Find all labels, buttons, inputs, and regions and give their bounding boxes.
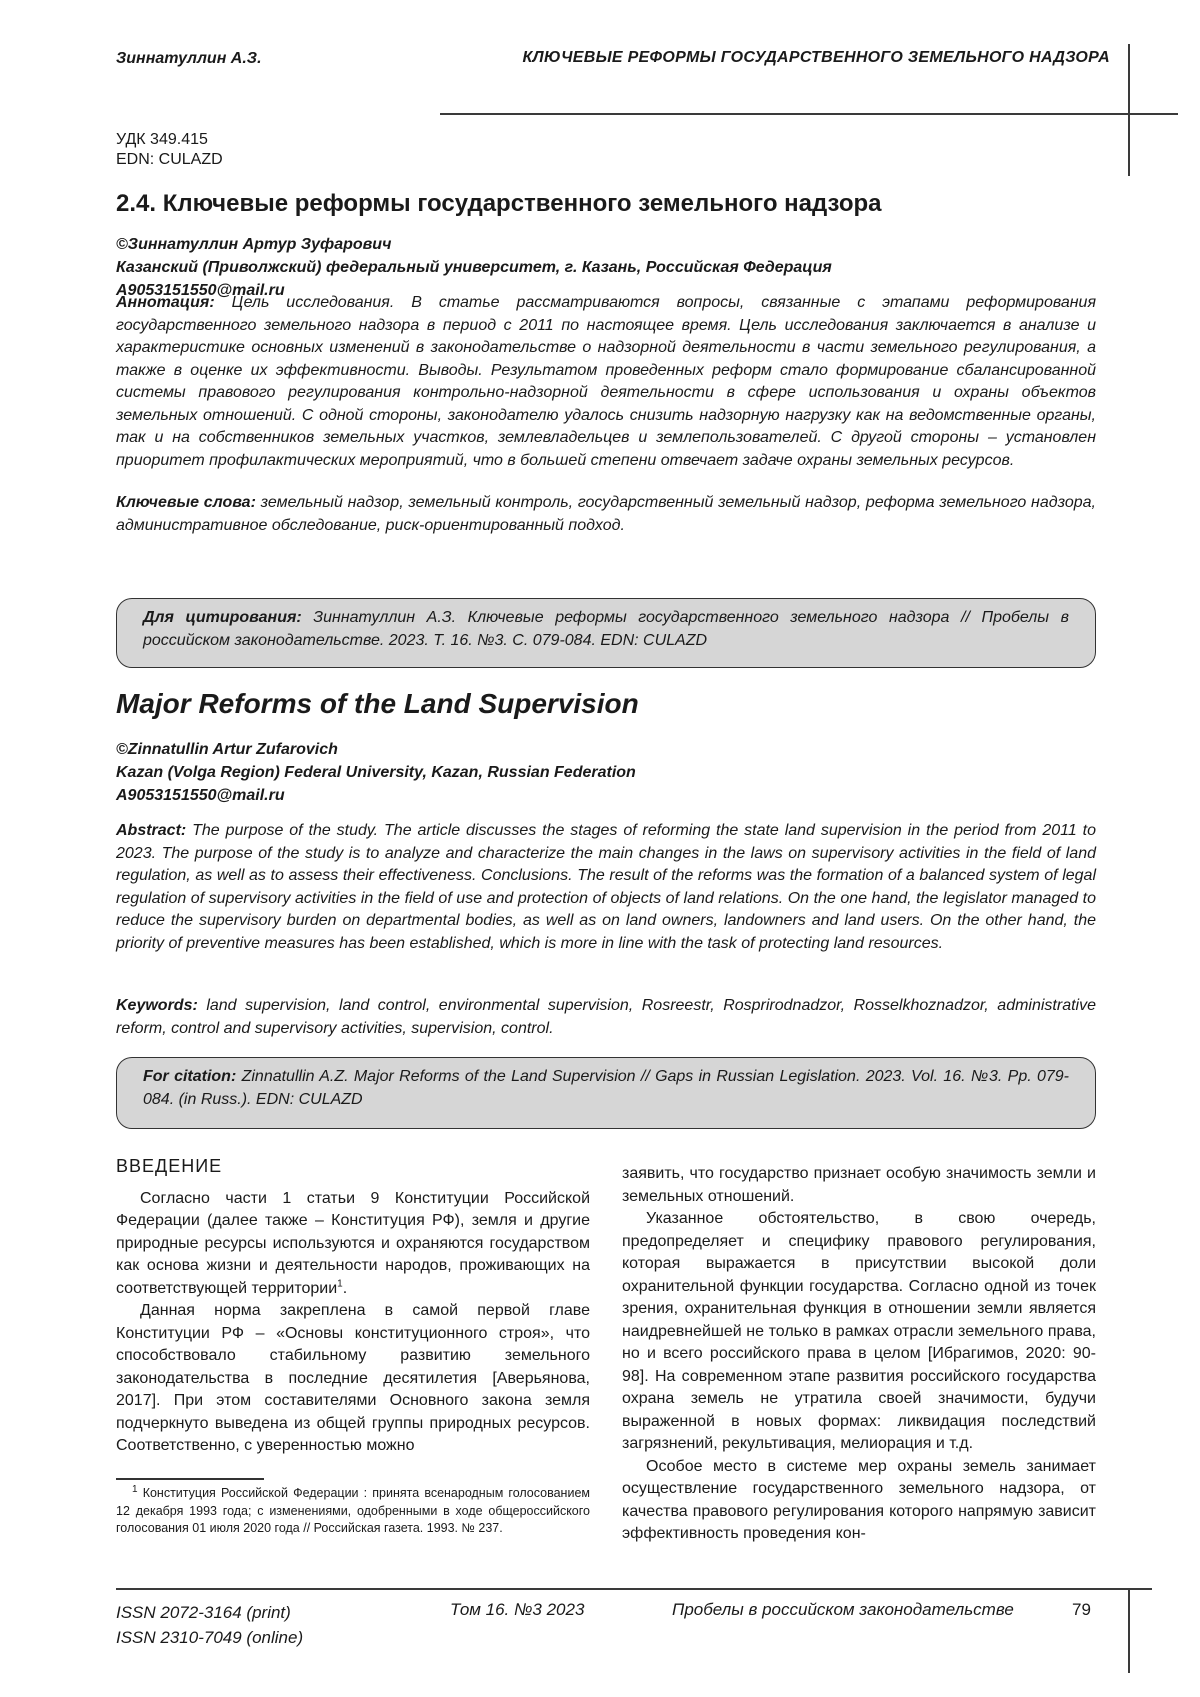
- footnote-rule: [116, 1478, 264, 1480]
- body-paragraph: Данная норма закреплена в самой первой главе Конституции РФ – «Основы конституционного строя», что способствовало стабильному развитию земельного законодательства в последние десятилетия [Аверьянова, 2017]. При этом составителями Основного закона земля подчеркнуто выведена из общей группы природных ресурсов. Соответственно, с уверенностью можно: [116, 1302, 590, 1454]
- body-column-left: [116, 1155, 590, 1458]
- author-affiliation-ru: Казанский (Приволжский) федеральный университет, г. Казань, Российская Федерация: [116, 259, 832, 276]
- running-header-author: Зиннатуллин А.З.: [116, 50, 262, 67]
- udc-code: УДК 349.415: [116, 131, 208, 148]
- edn-code: EDN: CULAZD: [116, 151, 223, 168]
- abstract-text-ru: Цель исследования. В статье рассматриваются вопросы, связанные с этапами реформирования государственного земельного надзора в период с 2011 по настоящее время. Цель исследования заключается в анализе и характеристике основных изменений в законодательстве о надзорной деятельности в части земельного регулирования, а также в оценке их эффективности. Выводы. Результатом проведенных реформ стало формирование сбалансированной системы правового регулирования контрольно-надзорной деятельности в сфере использования и охраны объектов земельных отношений. С одной стороны, законодателю удалось снизить надзорную нагрузку как на ведомственные органы, так и на собственников земельных участков, землевладельцев и землепользователей. С другой стороны – установлен приоритет профилактических мероприятий, что в большей степени отвечает задаче охраны земельных ресурсов.: [116, 294, 1096, 469]
- keywords-label-ru: Ключевые слова:: [116, 494, 256, 511]
- footnote: [116, 1485, 590, 1538]
- footer-vertical-rule: [1128, 1588, 1130, 1673]
- body-paragraph: заявить, что государство признает особую значимость земли и земельных отношений.: [622, 1165, 1096, 1205]
- article-identifiers: [116, 130, 223, 170]
- body-column-right: [622, 1163, 1096, 1546]
- citation-box-ru: [116, 598, 1096, 668]
- author-name-ru: ©Зиннатуллин Артур Зуфарович: [116, 236, 392, 253]
- footnote-text: Конституция Российской Федерации : принята всенародным голосованием 12 декабря 1993 года; с изменениями, одобренными в ходе общероссийского голосования 01 июля 2020 года // Российская газета. 1993. № 237.: [116, 1486, 590, 1535]
- header-vertical-rule: [1128, 44, 1130, 176]
- article-title-ru: 2.4. Ключевые реформы государственного земельного надзора: [116, 190, 882, 217]
- body-paragraph: Указанное обстоятельство, в свою очередь, предопределяет и специфику правового регулирования, которая выражается в присутствии высокой доли охранительной функции государства. Согласно одной из точек зрения, охранительная функция в отношении земли является наидревнейшей не только в рамках отрасли земельного права, но и всего российского права в целом [Ибрагимов, 2020: 90-98]. На современном этапе развития российского государства охрана земель не утратила своей значимости, будучи выраженной в новых формах: ликвидация последствий загрязнений, рекультивация, мелиорация и т.д.: [622, 1210, 1096, 1452]
- keywords-en: [116, 995, 1096, 1040]
- article-title-en: Major Reforms of the Land Supervision: [116, 688, 639, 719]
- author-email-en[interactable]: A9053151550@mail.ru: [116, 787, 285, 804]
- abstract-label-en: Abstract:: [116, 822, 187, 839]
- abstract-ru: [116, 292, 1096, 472]
- keywords-text-en: land supervision, land control, environmental supervision, Rosreestr, Rosprirodnadzor, Rosselkhoznadzor, administrative reform, control and supervisory activities, supervision, control.: [116, 997, 1096, 1037]
- footer-rule: [116, 1588, 1152, 1590]
- footnote-number: 1: [132, 1483, 138, 1495]
- citation-box-en: [116, 1057, 1096, 1129]
- citation-text-ru: Зиннатуллин А.З. Ключевые реформы государственного земельного надзора // Пробелы в российском законодательстве. 2023. Т. 16. №3. С. 079-084. EDN: CULAZD: [143, 609, 1069, 649]
- author-name-en: ©Zinnatullin Artur Zufarovich: [116, 741, 338, 758]
- footer-journal-name: Пробелы в российском законодательстве: [672, 1600, 1014, 1619]
- author-affiliation-en: Kazan (Volga Region) Federal University, Kazan, Russian Federation: [116, 764, 636, 781]
- issn-print: ISSN 2072-3164 (print): [116, 1603, 291, 1622]
- footnote-ref[interactable]: 1: [337, 1278, 343, 1290]
- abstract-text-en: The purpose of the study. The article discusses the stages of reforming the state land supervision in the period from 2011 to 2023. The purpose of the study is to analyze and characterize the main changes in the laws on supervisory activities in the field of land regulation, as well as to assess their effectiveness. Conclusions. The result of the reforms was the formation of a balanced system of legal regulation of supervisory activities in the field of use and protection of objects of land relations. On the one hand, the legislator managed to reduce the supervisory burden on departmental bodies, as well as on land owners, landowners and land users. On the other hand, the priority of preventive measures has been established, which is more in line with the task of protecting land resources.: [116, 822, 1096, 952]
- introduction-heading: ВВЕДЕНИЕ: [116, 1156, 223, 1176]
- abstract-label-ru: Аннотация:: [116, 294, 215, 311]
- header-horizontal-rule: [440, 113, 1178, 115]
- running-header-title: КЛЮЧЕВЫЕ РЕФОРМЫ ГОСУДАРСТВЕННОГО ЗЕМЕЛЬНОГО НАДЗОРА: [522, 49, 1110, 66]
- footer-volume: Том 16. №3 2023: [450, 1600, 585, 1619]
- keywords-label-en: Keywords:: [116, 997, 198, 1014]
- abstract-en: [116, 820, 1096, 955]
- author-block-en: [116, 738, 636, 807]
- body-paragraph: Особое место в системе мер охраны земель занимает осуществление государственного земельного надзора, от качества правового регулирования которого напрямую зависит эффективность проведения кон-: [622, 1457, 1096, 1542]
- body-paragraph: Согласно части 1 статьи 9 Конституции Российской Федерации (далее также – Конституция РФ), земля и другие природные ресурсы используются и охраняются государством как основа жизни и деятельности народов, проживающих на соответствующей территории$^1$.: [116, 1189, 590, 1297]
- page-number: 79: [1072, 1600, 1091, 1619]
- issn-online: ISSN 2310-7049 (online): [116, 1628, 304, 1647]
- citation-label-en: For citation:: [143, 1068, 237, 1085]
- citation-text-en: Zinnatullin A.Z. Major Reforms of the Land Supervision // Gaps in Russian Legislation. 2023. Vol. 16. №3. Pp. 079-084. (in Russ.). EDN: CULAZD: [143, 1068, 1070, 1108]
- keywords-text-ru: земельный надзор, земельный контроль, государственный земельный надзор, реформа земельного надзора, административное обследование, риск-ориентированный подход.: [116, 494, 1096, 534]
- keywords-ru: [116, 492, 1096, 537]
- citation-label-ru: Для цитирования:: [143, 609, 302, 626]
- author-email-ru[interactable]: A9053151550@mail.ru: [116, 282, 285, 299]
- footer-issn: [116, 1600, 303, 1650]
